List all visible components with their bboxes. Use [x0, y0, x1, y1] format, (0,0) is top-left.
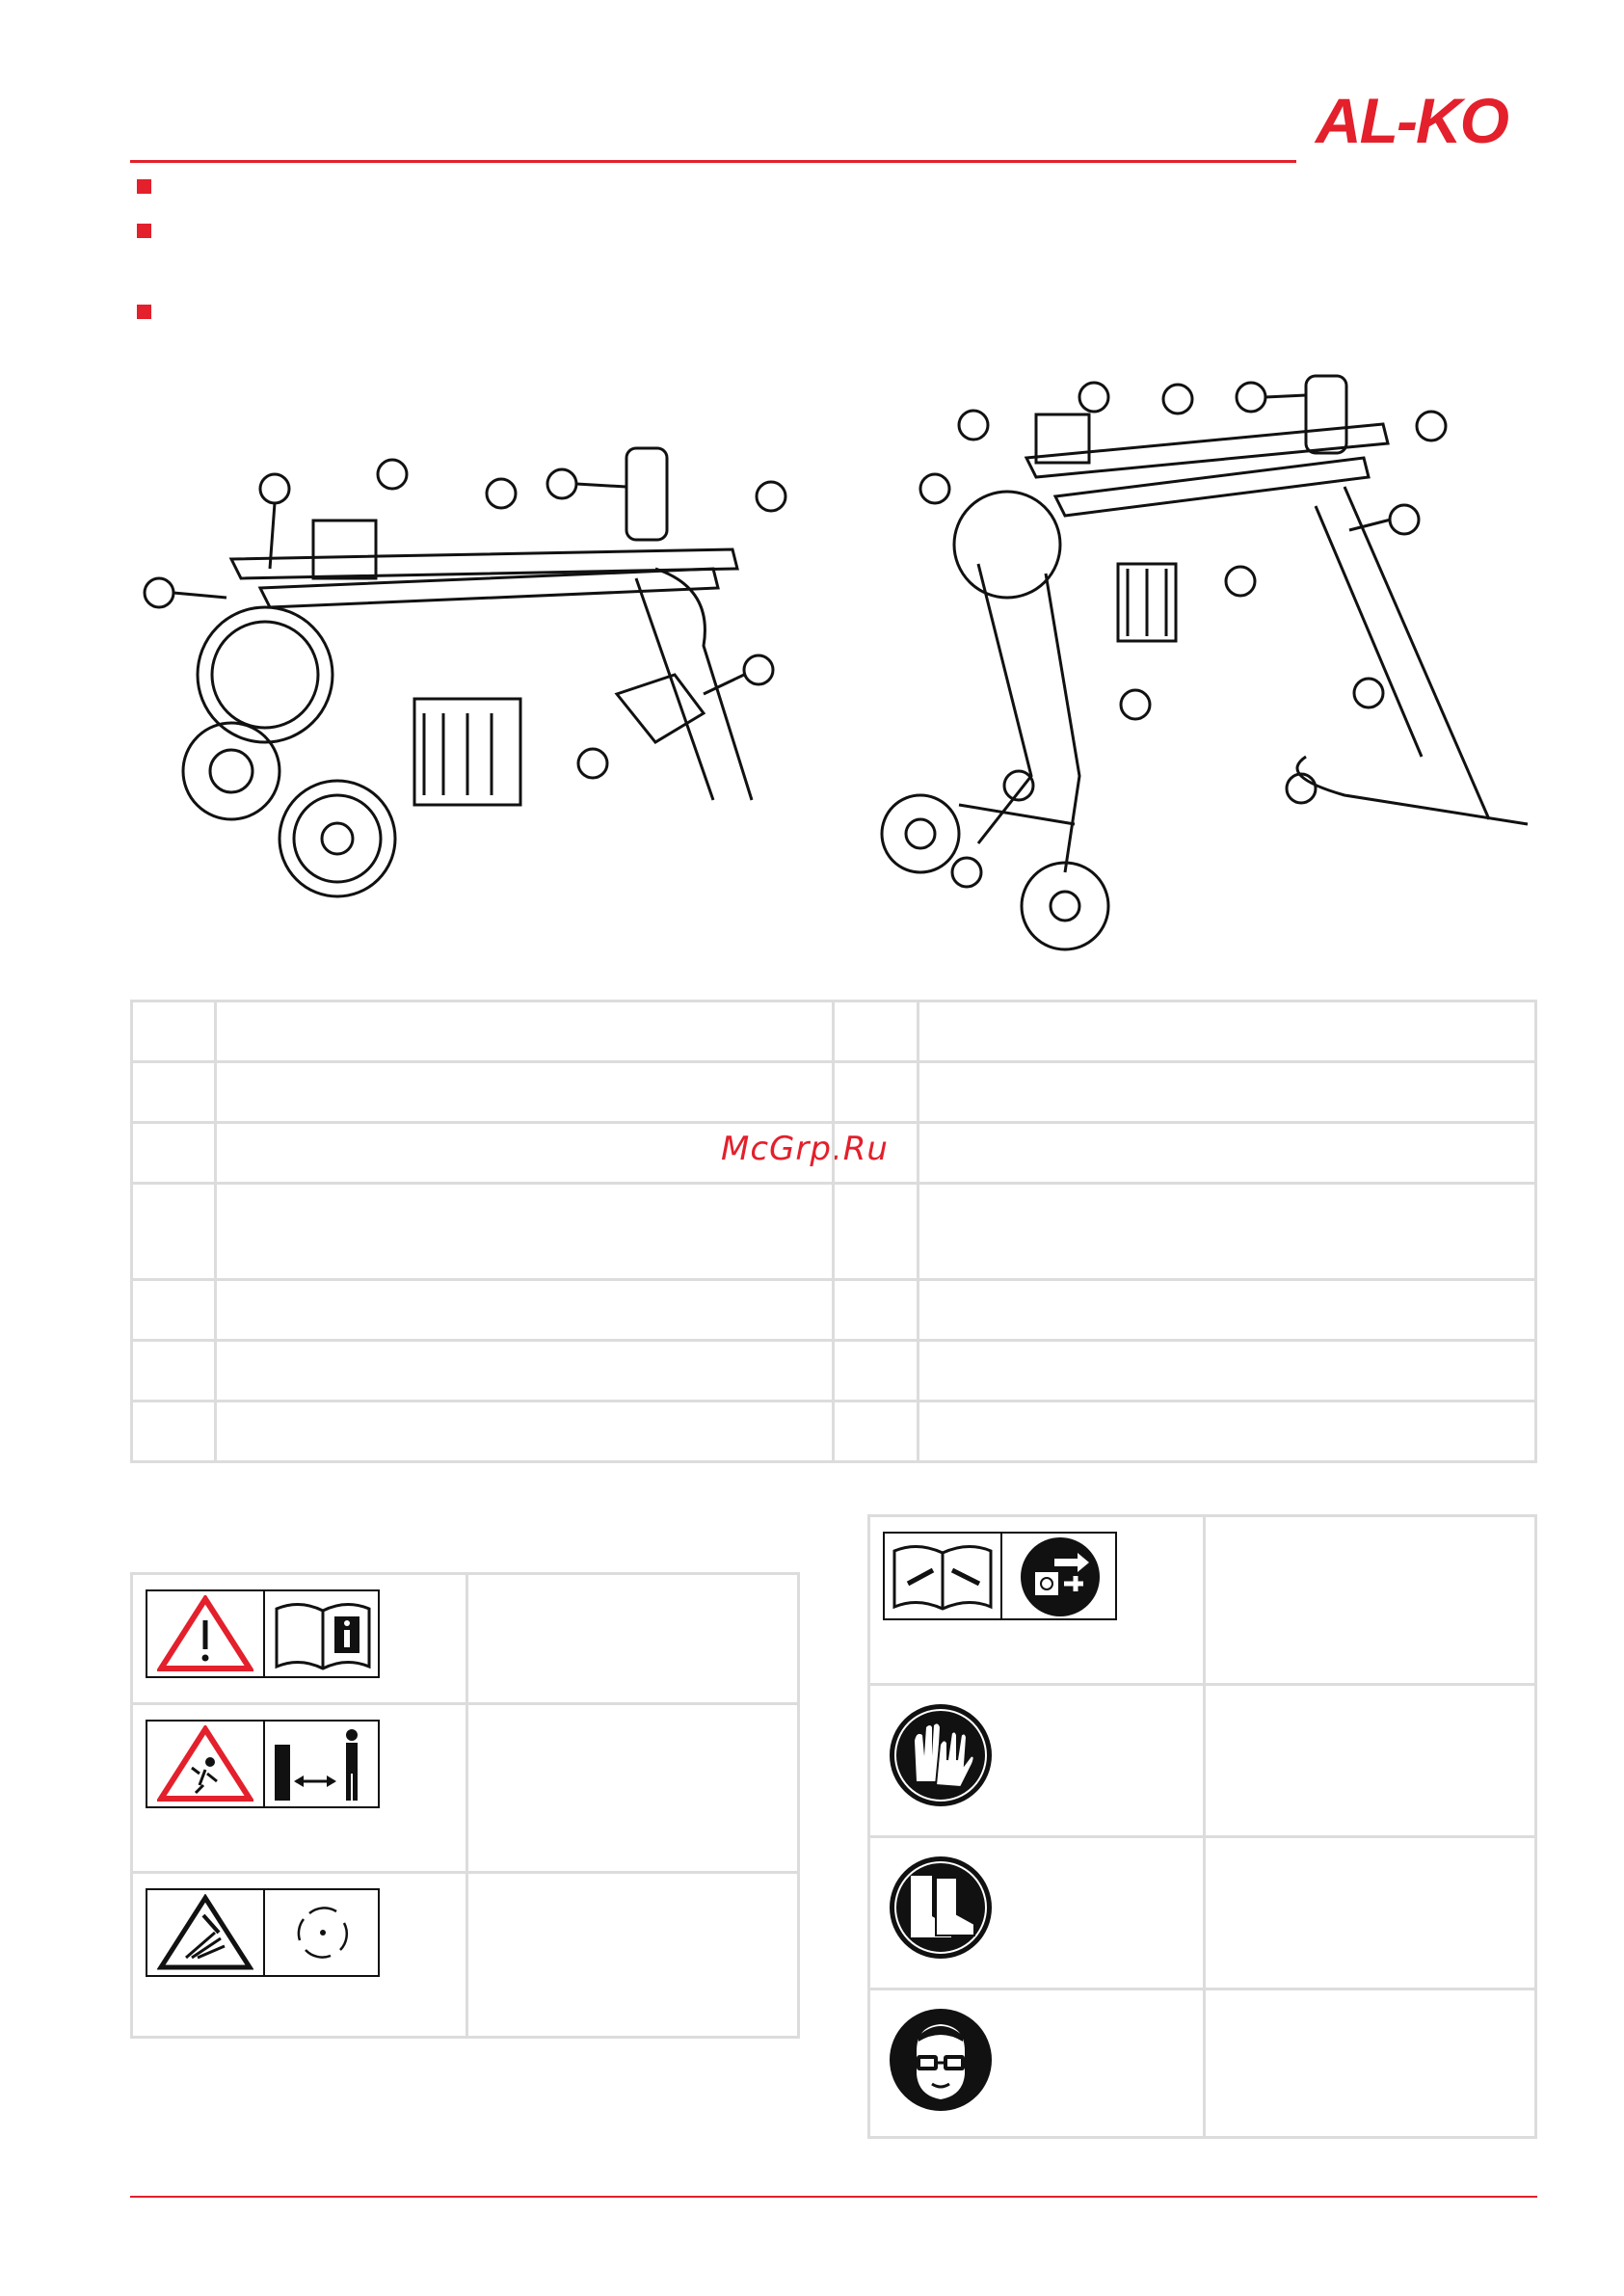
- parts-table: [130, 1000, 1537, 1463]
- bullet-1: [137, 179, 151, 194]
- warning-read-manual-icon: [146, 1589, 380, 1678]
- table-row: [132, 1341, 1536, 1402]
- debris-keep-distance-icon: [146, 1720, 380, 1808]
- log-splitter-illustration-right: [863, 371, 1537, 969]
- table-row: [132, 1001, 1536, 1062]
- bullet-3: [137, 305, 151, 319]
- table-row: [132, 1184, 1536, 1280]
- table-row: [132, 1402, 1536, 1462]
- safety-symbols-table-left: [130, 1572, 800, 2039]
- table-row: [132, 1280, 1536, 1341]
- safety-symbols-table-right: [867, 1514, 1537, 2139]
- wear-goggles-icon: [888, 2007, 994, 2113]
- table-row: [132, 1062, 1536, 1123]
- wear-gloves-icon: [888, 1702, 994, 1808]
- table-row: [132, 1123, 1536, 1184]
- bullet-2: [137, 224, 151, 238]
- footer-rule: [130, 2196, 1537, 2198]
- wear-boots-icon: [888, 1855, 994, 1961]
- al-ko-logo: AL-KO: [1316, 85, 1507, 156]
- log-splitter-illustration-left: [135, 424, 810, 916]
- header-rule: [130, 160, 1296, 163]
- watermark: McGrp.Ru: [721, 1130, 889, 1168]
- hand-crush-rotating-icon: [146, 1888, 380, 1977]
- manual-disconnect-plug-icon: [883, 1532, 1117, 1620]
